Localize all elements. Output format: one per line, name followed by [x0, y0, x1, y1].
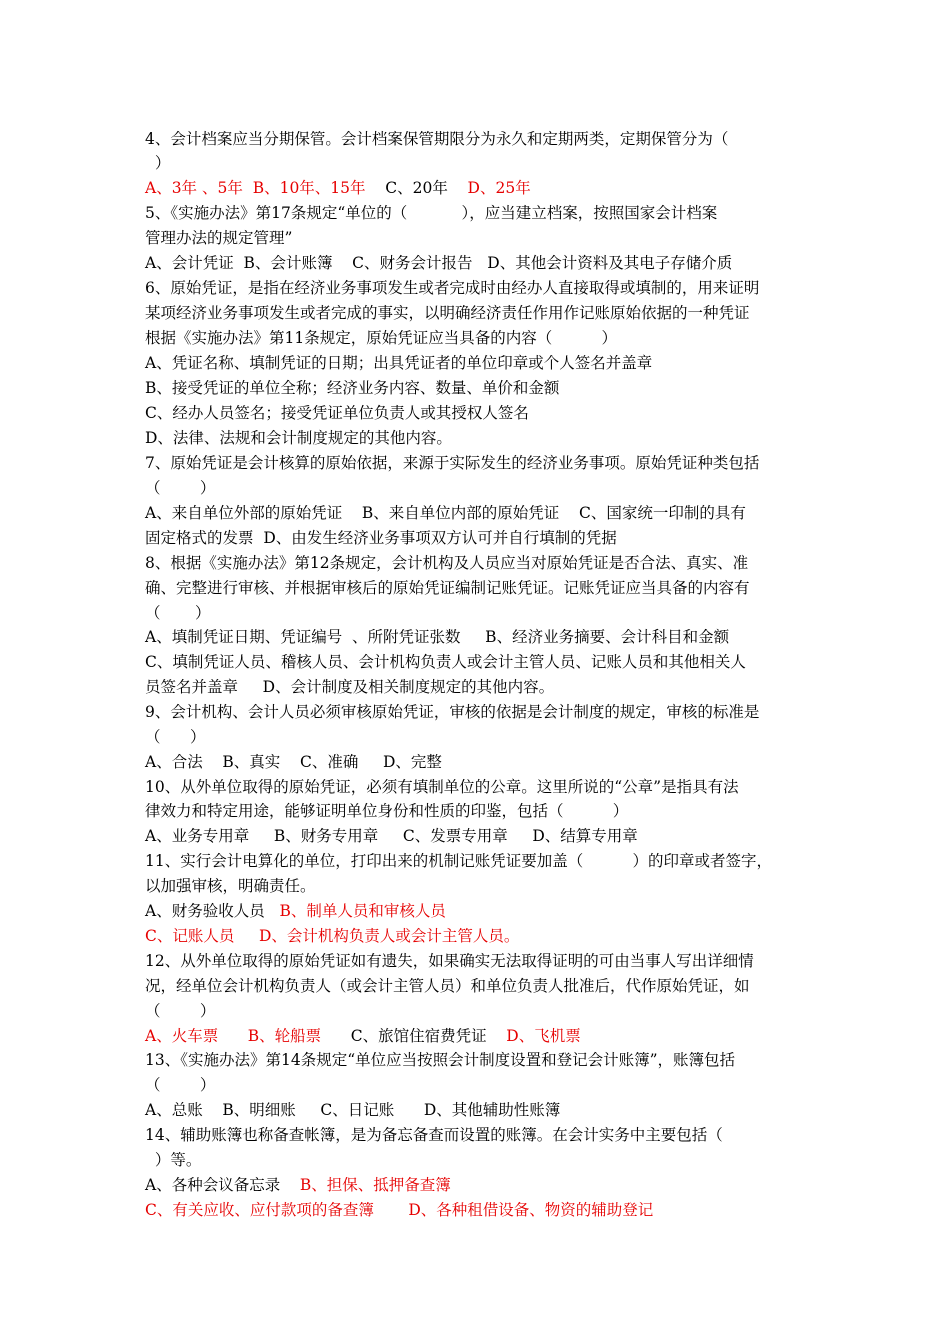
text-line	[145, 1100, 560, 1120]
answer-text: C、有关应收、应付款项的备查簿 D、各种租借设备、物资的辅助登记	[145, 1201, 654, 1219]
text-line	[145, 926, 519, 946]
answer-text: B、担保、抵押备查簿	[299, 1176, 451, 1194]
answer-text: C、记账人员 D、会计机构负责人或会计主管人员。	[145, 927, 520, 945]
text-line	[145, 353, 652, 373]
question-text: A、财务验收人员	[145, 902, 280, 920]
question-text: 11、实行会计电算化的单位，打印出来的机制记账凭证要加盖（ ）的印章或者签字，	[145, 852, 772, 870]
text-line	[145, 603, 211, 623]
question-text: ）	[145, 154, 171, 172]
text-line	[145, 403, 529, 423]
question-text: （ ）	[145, 479, 216, 497]
text-line	[145, 428, 452, 448]
text-line	[145, 851, 772, 871]
question-text: 10、从外单位取得的原始凭证，必须有填制单位的公章。这里所说的“公章”是指具有法	[145, 778, 739, 796]
text-line	[145, 578, 750, 598]
text-line	[145, 901, 446, 921]
question-text: A、凭证名称、填制凭证的日期；出具凭证者的单位印章或个人签名并盖章	[145, 354, 653, 372]
text-line	[145, 278, 759, 298]
answer-text: B、制单人员和审核人员	[279, 902, 446, 920]
text-line	[145, 303, 750, 323]
text-line	[145, 727, 206, 747]
question-text: C、经办人员签名；接受凭证单位负责人或其授权人签名	[145, 404, 529, 422]
question-text: 以加强审核，明确责任。	[145, 877, 316, 895]
question-text: 12、从外单位取得的原始凭证如有遗失，如果确实无法取得证明的可由当事人写出详细情	[145, 952, 754, 970]
text-line	[145, 203, 717, 223]
question-text: 6、原始凭证，是指在经济业务事项发生或者完成时由经办人直接取得或填制的，用来证明	[145, 279, 760, 297]
question-text: D、法律、法规和会计制度规定的其他内容。	[145, 429, 452, 447]
answer-text: A、3年 、5年 B、10年、15年	[145, 179, 366, 197]
question-text: A、总账 B、明细账 C、日记账 D、其他辅助性账簿	[145, 1101, 561, 1119]
text-line	[145, 976, 750, 996]
text-line	[145, 1001, 215, 1021]
question-text: （ ）	[145, 1076, 216, 1094]
text-line	[145, 702, 759, 722]
text-line	[145, 627, 729, 647]
question-text: ）等。	[145, 1151, 202, 1169]
text-line	[145, 801, 628, 821]
question-text: A、填制凭证日期、凭证编号 、所附凭证张数 B、经济业务摘要、会计科目和金额	[145, 628, 730, 646]
text-line	[145, 153, 170, 173]
question-text: 14、辅助账簿也称备查帐簿，是为备忘备查而设置的账簿。在会计实务中主要包括（	[145, 1126, 723, 1144]
question-text: 固定格式的发票 D、由发生经济业务事项双方认可并自行填制的凭据	[145, 529, 617, 547]
text-line	[145, 677, 554, 697]
answer-text: D、25年	[467, 179, 531, 197]
text-line	[145, 129, 728, 149]
text-line	[145, 178, 531, 198]
text-line	[145, 951, 754, 971]
text-line	[145, 228, 292, 248]
text-line	[145, 826, 638, 846]
question-text: 况，经单位会计机构负责人（或会计主管人员）和单位负责人批准后，代作原始凭证，如	[145, 977, 750, 995]
question-text: 8、根据《实施办法》第12条规定，会计机构及人员应当对原始凭证是否合法、真实、准	[145, 554, 749, 572]
question-text: 根据《实施办法》第11条规定，原始凭证应当具备的内容（ ）	[145, 329, 617, 347]
text-line	[145, 1026, 581, 1046]
text-line	[145, 378, 559, 398]
question-text: A、来自单位外部的原始凭证 B、来自单位内部的原始凭证 C、国家统一印制的具有	[145, 504, 746, 522]
text-line	[145, 1200, 653, 1220]
question-text: 管理办法的规定管理”	[145, 229, 293, 247]
text-line	[145, 1075, 215, 1095]
text-line	[145, 328, 617, 348]
question-text: C、旅馆住宿费凭证	[321, 1027, 507, 1045]
text-line	[145, 478, 215, 498]
text-line	[145, 1175, 451, 1195]
text-line	[145, 752, 442, 772]
text-line	[145, 1150, 201, 1170]
question-text: A、合法 B、真实 C、准确 D、完整	[145, 753, 442, 771]
text-line	[145, 1125, 723, 1145]
question-text: （ ）	[145, 1002, 216, 1020]
question-text: C、20年	[365, 179, 468, 197]
question-text: 4、会计档案应当分期保管。会计档案保管期限分为永久和定期两类，定期保管分为（	[145, 130, 729, 148]
text-line	[145, 876, 316, 896]
question-text: B、接受凭证的单位全称；经济业务内容、数量、单价和金额	[145, 379, 560, 397]
question-text: 某项经济业务事项发生或者完成的事实，以明确经济责任作用作记账原始依据的一种凭证	[145, 304, 750, 322]
question-text: （ ）	[145, 604, 211, 622]
text-line	[145, 1050, 735, 1070]
text-line	[145, 553, 748, 573]
question-text: A、业务专用章 B、财务专用章 C、发票专用章 D、结算专用章	[145, 827, 638, 845]
question-text: 13、《实施办法》第14条规定“单位应当按照会计制度设置和登记会计账簿”，账簿包括	[145, 1051, 736, 1069]
answer-text: D、飞机票	[506, 1027, 581, 1045]
question-text: 7、原始凭证是会计核算的原始依据，来源于实际发生的经济业务事项。原始凭证种类包括	[145, 454, 760, 472]
text-line	[145, 503, 746, 523]
text-line	[145, 253, 732, 273]
question-text: 5、《实施办法》第17条规定“单位的（ ），应当建立档案，按照国家会计档案	[145, 204, 718, 222]
question-text: 确、完整进行审核、并根据审核后的原始凭证编制记账凭证。记账凭证应当具备的内容有	[145, 579, 750, 597]
text-line	[145, 652, 746, 672]
question-text: 员签名并盖章 D、会计制度及相关制度规定的其他内容。	[145, 678, 555, 696]
text-line	[145, 777, 739, 797]
text-line	[145, 453, 759, 473]
question-text: （ ）	[145, 728, 206, 746]
question-text: C、填制凭证人员、稽核人员、会计机构负责人或会计主管人员、记账人员和其他相关人	[145, 653, 746, 671]
question-text: 律效力和特定用途，能够证明单位身份和性质的印鉴，包括（ ）	[145, 802, 629, 820]
text-line	[145, 528, 617, 548]
question-text: 9、会计机构、会计人员必须审核原始凭证，审核的依据是会计制度的规定，审核的标准是	[145, 703, 760, 721]
answer-text: A、火车票 B、轮船票	[145, 1027, 322, 1045]
question-text: A、会计凭证 B、会计账簿 C、财务会计报告 D、其他会计资料及其电子存储介质	[145, 254, 733, 272]
question-text: A、各种会议备忘录	[145, 1176, 300, 1194]
